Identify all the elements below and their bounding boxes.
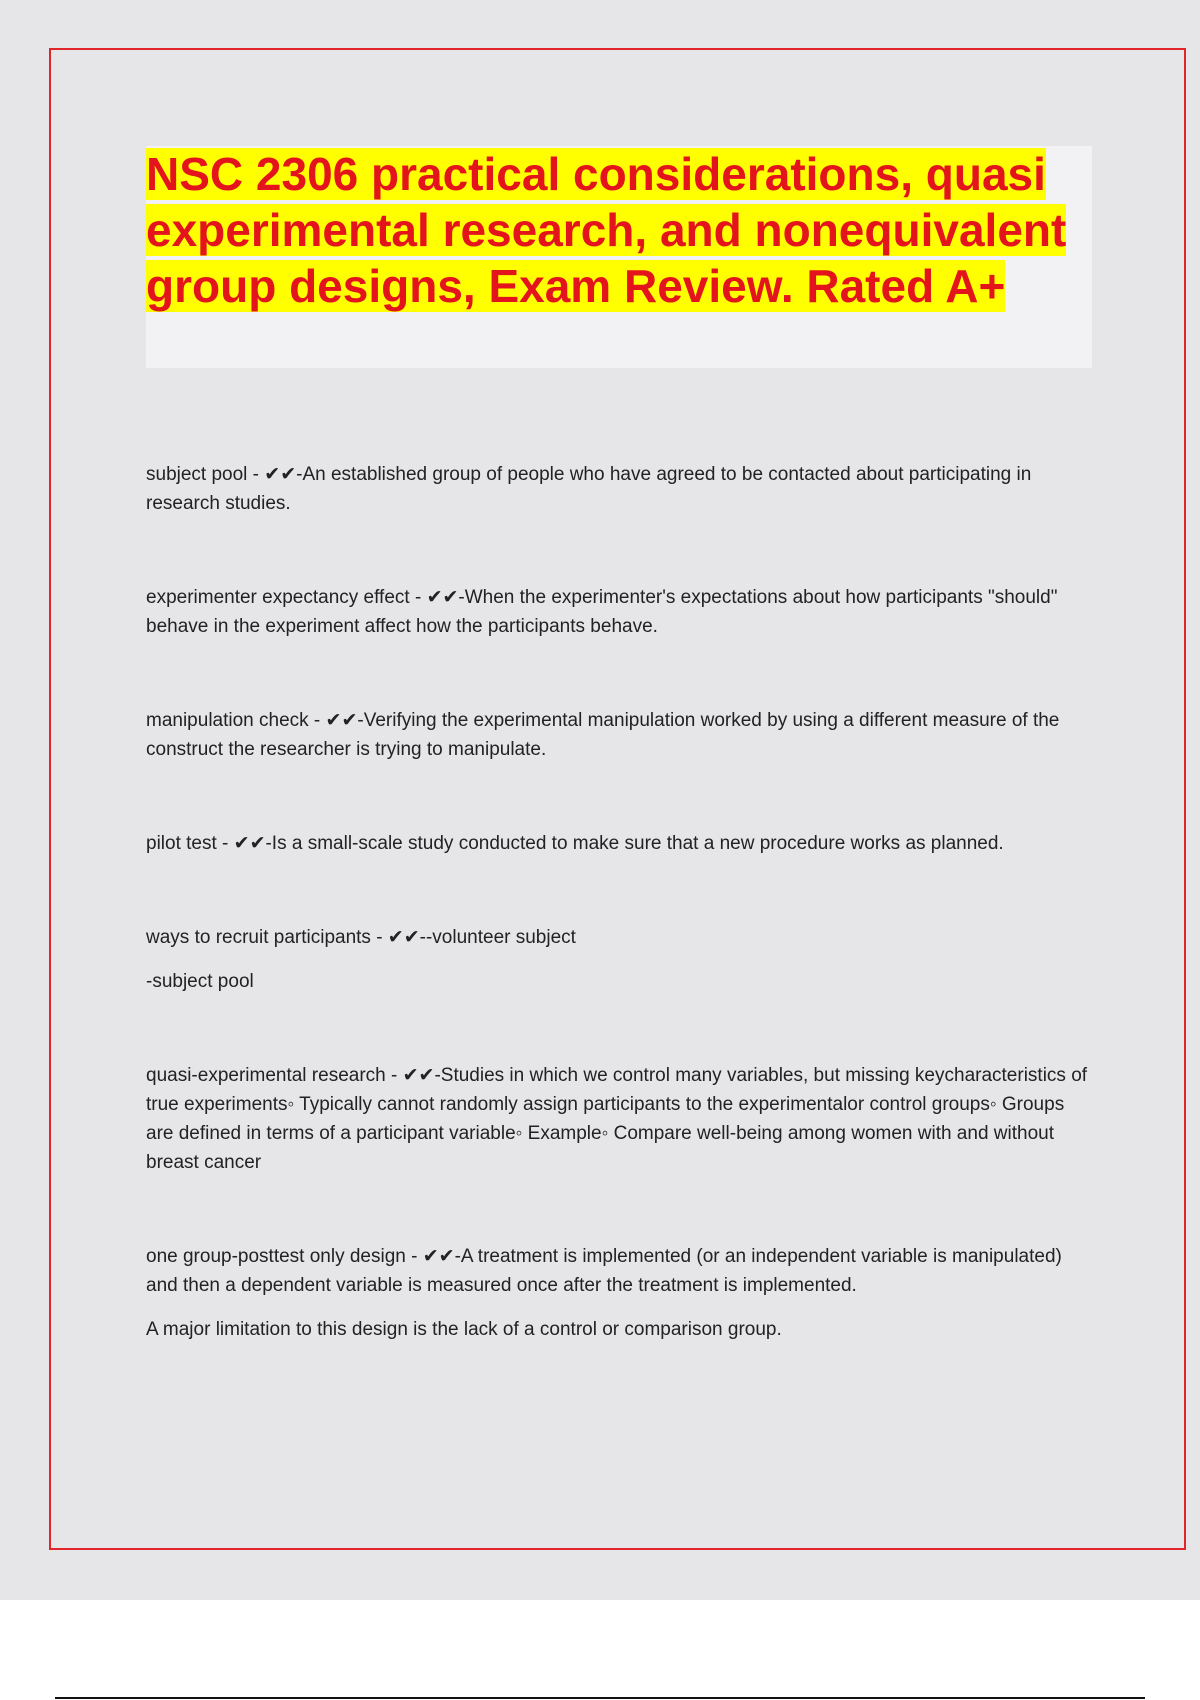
list-item: [146, 1242, 1096, 1344]
list-item: [146, 706, 1096, 764]
title-block: [146, 146, 1092, 368]
list-item: [146, 923, 1096, 996]
entry-text: ways to recruit participants - ✔✔--volunteer subject: [146, 927, 576, 948]
entry-text: manipulation check - ✔✔-Verifying the experimental manipulation worked by using a different measure of the construct the researcher is trying to manipulate.: [146, 710, 1060, 760]
document-title: [146, 146, 1092, 314]
title-text: NSC 2306 practical considerations, quasi experimental research, and nonequivalent group designs, Exam Review. Rated A+: [146, 148, 1067, 312]
entry-text: one group-posttest only design - ✔✔-A treatment is implemented (or an independent variable is manipulated) and then a dependent variable is measured once after the treatment is implemented.: [146, 1246, 1062, 1296]
entry-text: pilot test - ✔✔-Is a small-scale study conducted to make sure that a new procedure works as planned.: [146, 833, 1004, 854]
entry-text: experimenter expectancy effect - ✔✔-When the experimenter's expectations about how participants "should" behave in the experiment affect how the participants behave.: [146, 587, 1058, 637]
list-item: [146, 583, 1096, 641]
entry-extra-text: -subject pool: [146, 971, 254, 992]
list-item: [146, 460, 1096, 518]
entry-text: quasi-experimental research - ✔✔-Studies in which we control many variables, but missing keycharacteristics of true experiments◦ Typically cannot randomly assign participants to the experimentalor control groups◦ Groups are defined in terms of a participant variable◦ Example◦ Compare well-being among women with and without breast cancer: [146, 1065, 1088, 1173]
footer-divider: [55, 1697, 1145, 1699]
flashcard-list: [146, 460, 1096, 1344]
list-item: [146, 829, 1096, 858]
entry-text: subject pool - ✔✔-An established group of people who have agreed to be contacted about participating in research studies.: [146, 464, 1032, 514]
entry-extra-text: A major limitation to this design is the lack of a control or comparison group.: [146, 1319, 782, 1340]
list-item: [146, 1061, 1096, 1177]
